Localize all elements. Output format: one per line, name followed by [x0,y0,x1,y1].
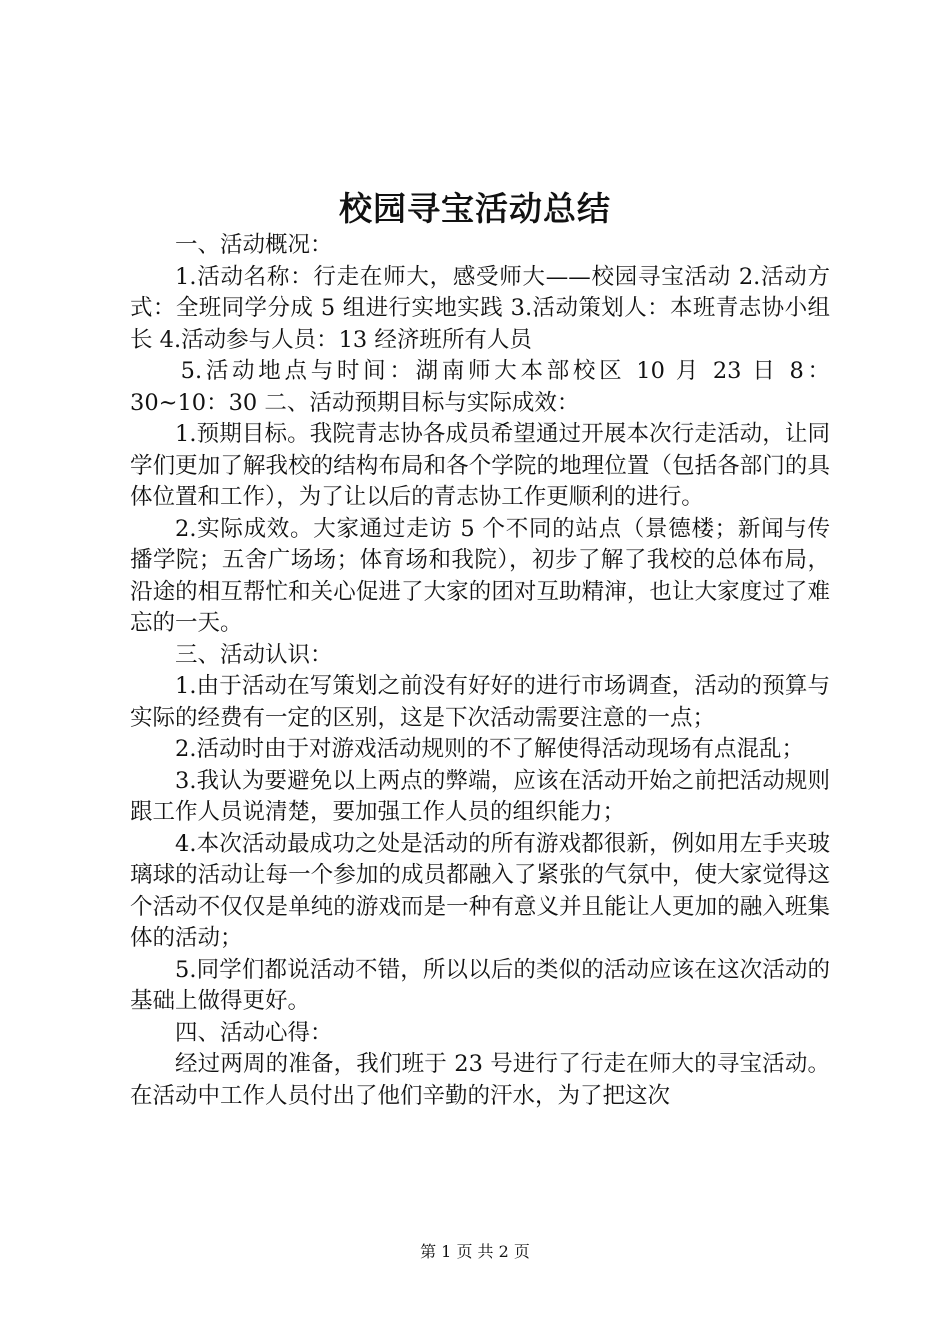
section-heading-overview: 一、活动概况： [175,232,333,258]
paragraph: 1.预期目标。我院青志协各成员希望通过开展本次行走活动，让同学们更加了解我校的结构布局和各个学院的地理位置（包括各部门的具体位置和工作），为了让以后的青志协工作更顺利的进行。 [130,421,830,510]
paragraph: 5.活动地点与时间：湖南师大本部校区 10 月 23 日 8：30~10：30 二、活动预期目标与实际成效： [130,358,830,416]
paragraph: 3.我认为要避免以上两点的弊端，应该在活动开始之前把活动规则跟工作人员说清楚，要加强工作人员的组织能力； [130,767,830,825]
paragraph: 5.同学们都说活动不错，所以以后的类似的活动应该在这次活动的基础上做得更好。 [130,956,830,1014]
paragraph: 2.活动时由于对游戏活动规则的不了解使得活动现场有点混乱； [175,736,804,762]
paragraph: 经过两周的准备，我们班于 23 号进行了行走在师大的寻宝活动。在活动中工作人员付出了他们辛勤的汗水，为了把这次 [130,1051,830,1109]
page-footer: 第 1 页 共 2 页 [420,1242,530,1261]
section-heading-understanding: 三、活动认识： [175,641,333,668]
paragraph: 1.活动名称：行走在师大，感受师大——校园寻宝活动 2.活动方式：全班同学分成 5 组进行实地实践 3.活动策划人：本班青志协小组长 4.活动参与人员：13 经济班所有人员 [130,263,830,353]
section-heading-reflection: 四、活动心得： [175,1019,333,1046]
document-title: 校园寻宝活动总结 [339,189,611,228]
paragraph: 2.实际成效。大家通过走访 5 个不同的站点（景德楼；新闻与传播学院；五舍广场场；体育场和我院），初步了解了我校的总体布局，沿途的相互帮忙和关心促进了大家的团对互助精渖，也让大家度过了难忘的一天。 [130,515,830,636]
document-body [130,230,830,1112]
paragraph: 4.本次活动最成功之处是活动的所有游戏都很新，例如用左手夹玻璃球的活动让每一个参加的成员都融入了紧张的气氛中，使大家觉得这个活动不仅仅是单纯的游戏而是一种有意义并且能让人更加的融入班集体的活动； [130,830,830,951]
paragraph: 1.由于活动在写策划之前没有好好的进行市场调查，活动的预算与实际的经费有一定的区别，这是下次活动需要注意的一点； [130,673,830,731]
